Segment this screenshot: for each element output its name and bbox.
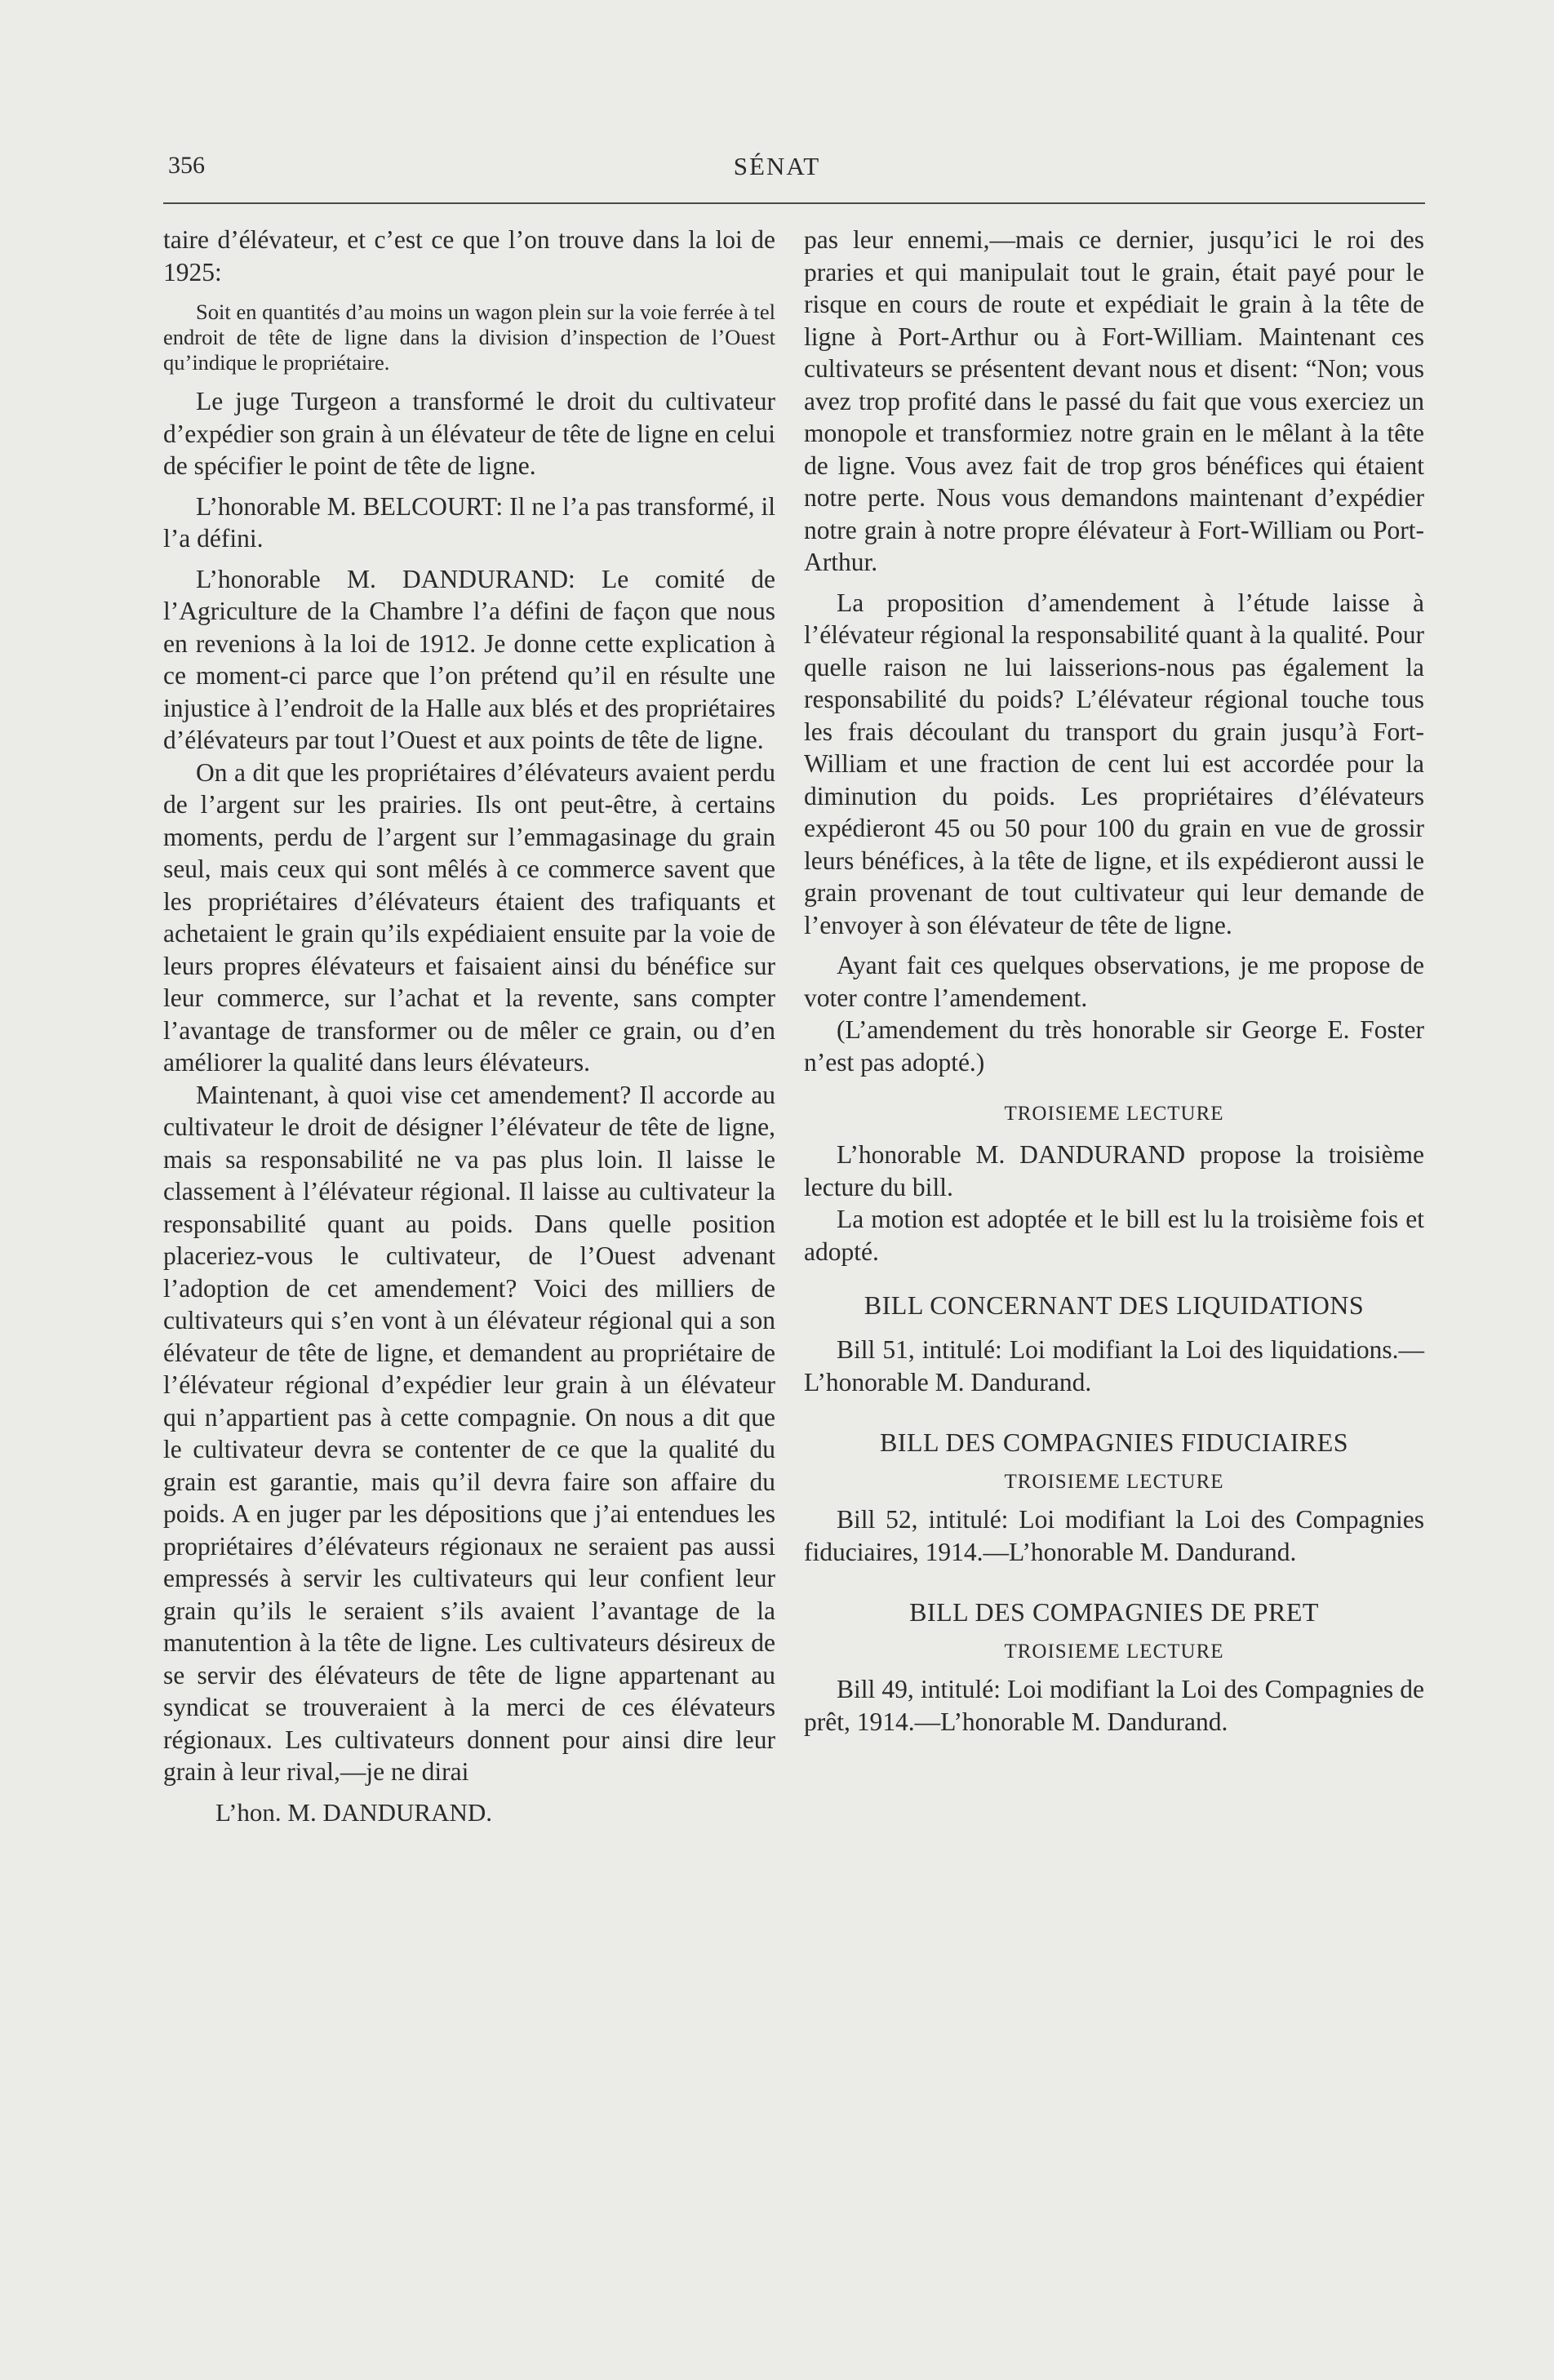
paragraph: Bill 52, intitulé: Loi modifiant la Loi des Compagnies fiduciaires, 1914.—L’honorable M. Dandurand. <box>804 1505 1424 1566</box>
paragraph: La motion est adoptée et le bill est lu la troisième fois et adopté. <box>804 1205 1424 1266</box>
paragraph: L’honorable M. DANDURAND propose la troisième lecture du bill. <box>804 1140 1424 1201</box>
paragraph: Bill 49, intitulé: Loi modifiant la Loi des Compagnies de prêt, 1914.—L’honorable M. Dandurand. <box>804 1675 1424 1736</box>
paragraph: (L’amendement du très honorable sir George E. Foster n’est pas adopté.) <box>804 1015 1424 1077</box>
section-subheading: TROISIEME LECTURE <box>1004 1471 1224 1493</box>
section-title: BILL CONCERNANT DES LIQUIDATIONS <box>864 1290 1365 1320</box>
running-title: SÉNAT <box>733 152 821 180</box>
paragraph: L’honorable M. DANDURAND: Le comité de l’Agriculture de la Chambre l’a défini de façon que nous en revenions à la loi de 1912. Je donne cette explication à ce moment-ci parce que l’on prétend qu’il en résulte une injustice à l’endroit de la Halle aux blés et des propriétaires d’élévateurs par tout l’Ouest et aux points de tête de ligne. <box>163 564 775 754</box>
left-column <box>163 224 775 1829</box>
paragraph: L’honorable M. BELCOURT: Il ne l’a pas transformé, il l’a défini. <box>163 491 775 553</box>
section-subheading: TROISIEME LECTURE <box>1004 1641 1224 1663</box>
page-number: 356 <box>168 152 205 179</box>
block-quote: Soit en quantités d’au moins un wagon plein sur la voie ferrée à tel endroit de tête de ligne dans la division d’inspection de l’Ouest qu’indique le propriétaire. <box>163 300 775 375</box>
paragraph: taire d’élévateur, et c’est ce que l’on trouve dans la loi de 1925: <box>163 225 775 286</box>
paragraph: Ayant fait ces quelques observations, je me propose de voter contre l’amendement. <box>804 951 1424 1012</box>
paragraph: On a dit que les propriétaires d’élévateurs avaient perdu de l’argent sur les prairies. Ils ont peut-être, à certains moments, perdu de l’argent sur l’emmagasinage du grain seul, mais ceux qui sont mêlés à ce commerce savent que les propriétaires d’élévateurs étaient des trafiquants et achetaient le grain qu’ils expédiaient ensuite par la voie de leurs propres élévateurs et faisaient ainsi du bénéfice sur leur commerce, sur l’achat et la revente, sans compter l’avantage de transformer ou de mêler ce grain, ou d’en améliorer la qualité dans leurs élévateurs. <box>163 757 775 1077</box>
header-rule <box>163 202 1425 204</box>
speaker-signature: L’hon. M. DANDURAND. <box>215 1797 493 1827</box>
right-column <box>804 224 1424 1738</box>
paragraph: pas leur ennemi,—mais ce dernier, jusqu’ici le roi des praries et qui manipulait tout le grain, était payé pour le risque en cours de route et expédiait le grain à la tête de ligne à Port-Arthur ou à Fort-William. Maintenant ces cultivateurs se présentent devant nous et disent: “Non; vous avez trop profité dans le passé du fait que vous exerciez un monopole et transformiez notre grain en le mêlant à la tête de ligne. Vous avez fait de trop gros bénéfices qui étaient notre perte. Nous vous demandons maintenant d’expédier notre grain à notre propre élévateur à Fort-William ou Port-Arthur. <box>804 225 1424 576</box>
section-title: BILL DES COMPAGNIES DE PRET <box>909 1597 1319 1627</box>
paragraph: La proposition d’amendement à l’étude laisse à l’élévateur régional la responsabilité quant à la qualité. Pour quelle raison ne lui laisserions-nous pas également la responsabilité du poids? L’élévateur régional touche tous les frais découlant du transport du grain jusqu’à Fort-William et une fraction de cent lui est accordée pour la diminution du poids. Les propriétaires d’élévateurs expédieront 45 ou 50 pour 100 du grain en vue de grossir leurs bénéfices, à la tête de ligne, et ils expédieront aussi le grain provenant de tout cultivateur qui leur demande de l’envoyer à son élévateur de tête de ligne. <box>804 588 1424 939</box>
paragraph: Bill 51, intitulé: Loi modifiant la Loi des liquidations.—L’honorable M. Dandurand. <box>804 1335 1424 1396</box>
paragraph: Maintenant, à quoi vise cet amendement? Il accorde au cultivateur le droit de désigner l’élévateur de tête de ligne, mais sa responsabilité ne va pas plus loin. Il laisse le classement à l’élévateur régional. Il laisse au cultivateur la responsabilité quant au poids. Dans quelle position placeriez-vous le cultivateur, de l’Ouest advenant l’adoption de cet amendement? Voici des milliers de cultivateurs qui s’en vont à un élévateur régional qui a son élévateur de tête de ligne, et demandent au propriétaire de l’élévateur régional d’expédier leur grain à un élévateur qui n’appartient pas à cette compagnie. On nous a dit que le cultivateur devra se contenter de ce que la qualité du grain est garantie, mais qu’il devra faire son affaire du poids. A en juger par les dépositions que j’ai entendues les propriétaires d’élévateurs régionaux ne seraient pas aussi empressés à servir les cultivateurs qui leur confient leur grain qu’ils le seraient s’ils avaient l’avantage de la manutention à la tête de ligne. Les cultivateurs désireux de se servir des élévateurs de tête de ligne appartenant au syndicat se trouveraient à la merci de ces élévateurs régionaux. Les cultivateurs donnent pour ainsi dire leur grain à leur rival,—je ne dirai <box>163 1080 775 1786</box>
paragraph: Le juge Turgeon a transformé le droit du cultivateur d’expédier son grain à un élévateur de tête de ligne en celui de spécifier le point de tête de ligne. <box>163 387 775 480</box>
page-header <box>0 0 1554 212</box>
section-subheading: TROISIEME LECTURE <box>1004 1103 1224 1125</box>
section-title: BILL DES COMPAGNIES FIDUCIAIRES <box>879 1428 1349 1457</box>
